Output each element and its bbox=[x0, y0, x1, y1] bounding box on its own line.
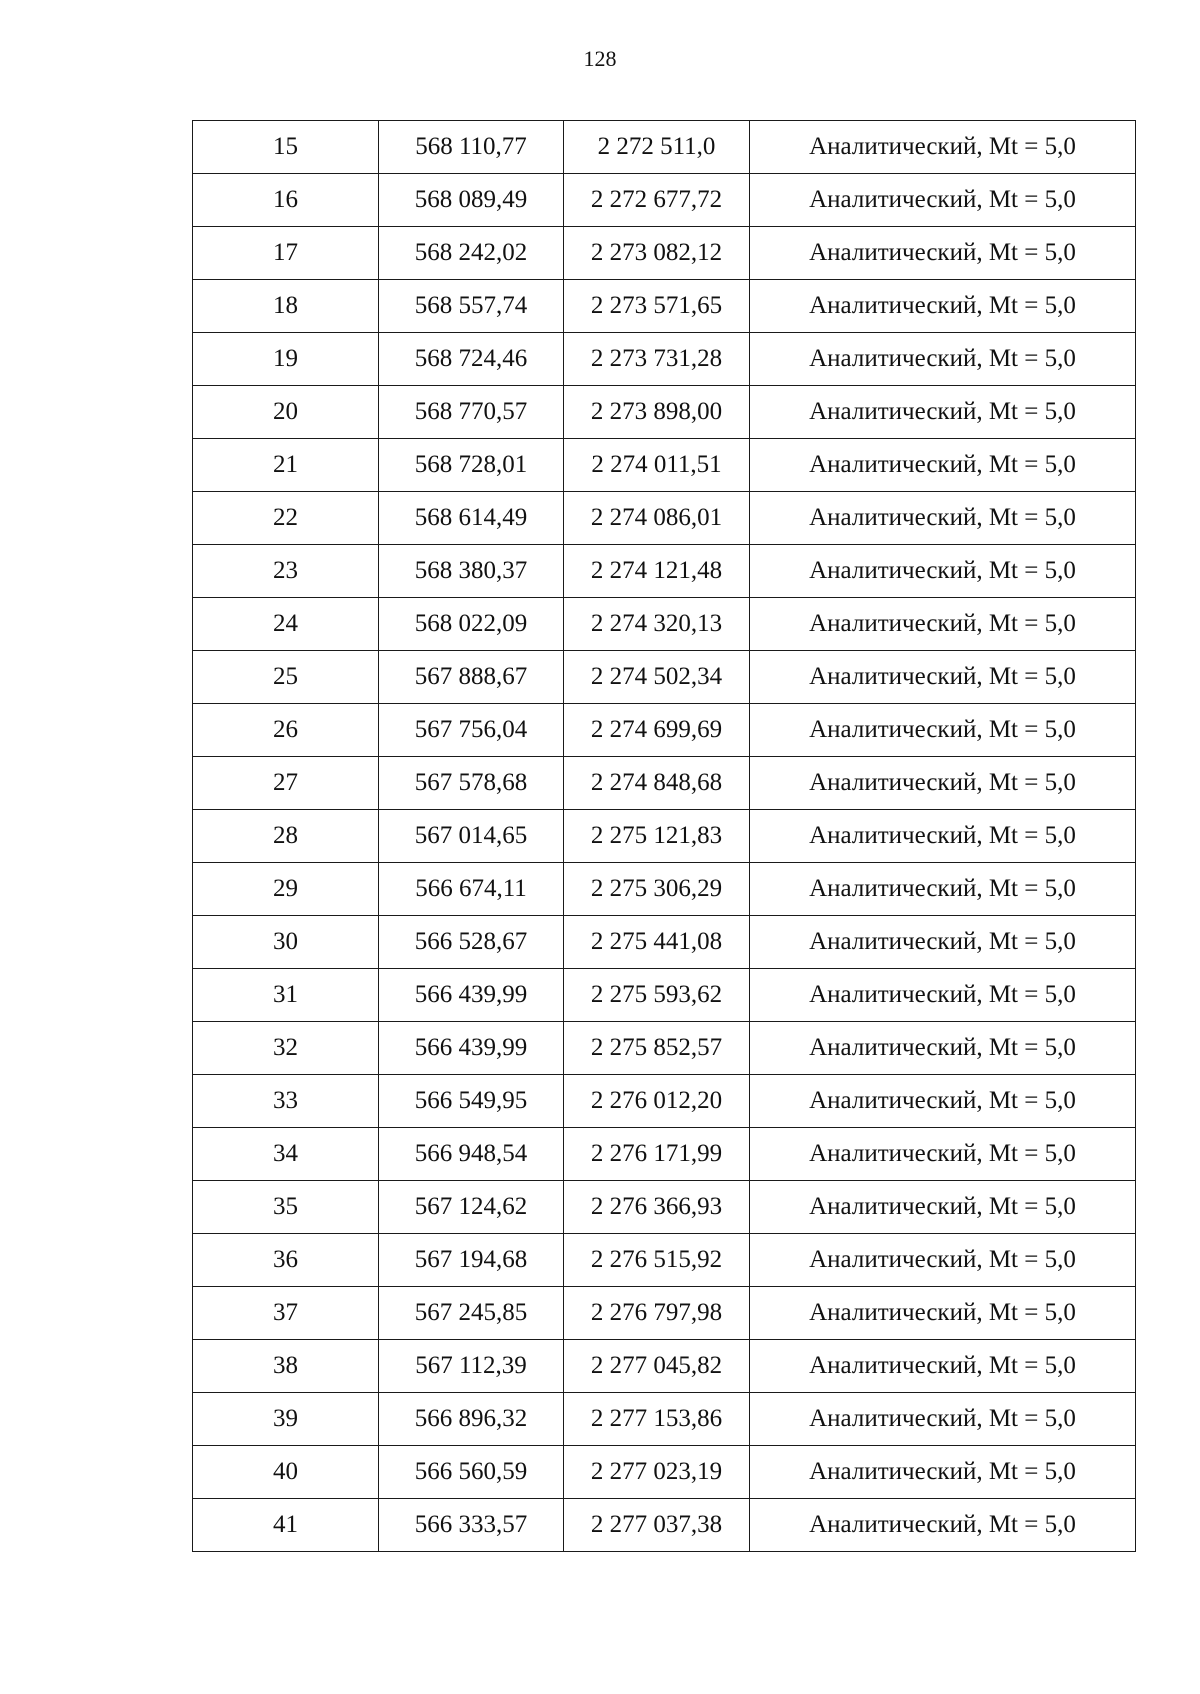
x-coordinate-cell: 567 245,85 bbox=[379, 1287, 564, 1340]
method-cell: Аналитический, Mt = 5,0 bbox=[750, 280, 1136, 333]
y-coordinate-cell: 2 274 502,34 bbox=[564, 651, 750, 704]
point-number-cell: 36 bbox=[193, 1234, 379, 1287]
y-coordinate-cell: 2 276 171,99 bbox=[564, 1128, 750, 1181]
table-row bbox=[193, 757, 1136, 810]
x-coordinate-cell: 566 528,67 bbox=[379, 916, 564, 969]
point-number-cell: 39 bbox=[193, 1393, 379, 1446]
point-number-cell: 31 bbox=[193, 969, 379, 1022]
point-number-cell: 15 bbox=[193, 121, 379, 174]
method-cell: Аналитический, Mt = 5,0 bbox=[750, 1128, 1136, 1181]
table-row bbox=[193, 545, 1136, 598]
x-coordinate-cell: 568 089,49 bbox=[379, 174, 564, 227]
y-coordinate-cell: 2 274 699,69 bbox=[564, 704, 750, 757]
x-coordinate-cell: 568 770,57 bbox=[379, 386, 564, 439]
table-row bbox=[193, 651, 1136, 704]
table-row bbox=[193, 227, 1136, 280]
y-coordinate-cell: 2 274 086,01 bbox=[564, 492, 750, 545]
x-coordinate-cell: 566 439,99 bbox=[379, 969, 564, 1022]
y-coordinate-cell: 2 276 366,93 bbox=[564, 1181, 750, 1234]
method-cell: Аналитический, Mt = 5,0 bbox=[750, 1393, 1136, 1446]
x-coordinate-cell: 566 549,95 bbox=[379, 1075, 564, 1128]
table-row bbox=[193, 1181, 1136, 1234]
y-coordinate-cell: 2 276 515,92 bbox=[564, 1234, 750, 1287]
point-number-cell: 30 bbox=[193, 916, 379, 969]
table-row bbox=[193, 1499, 1136, 1552]
method-cell: Аналитический, Mt = 5,0 bbox=[750, 1446, 1136, 1499]
method-cell: Аналитический, Mt = 5,0 bbox=[750, 810, 1136, 863]
point-number-cell: 23 bbox=[193, 545, 379, 598]
y-coordinate-cell: 2 275 306,29 bbox=[564, 863, 750, 916]
y-coordinate-cell: 2 276 797,98 bbox=[564, 1287, 750, 1340]
method-cell: Аналитический, Mt = 5,0 bbox=[750, 1340, 1136, 1393]
table-row bbox=[193, 1340, 1136, 1393]
y-coordinate-cell: 2 275 441,08 bbox=[564, 916, 750, 969]
method-cell: Аналитический, Mt = 5,0 bbox=[750, 1075, 1136, 1128]
y-coordinate-cell: 2 274 848,68 bbox=[564, 757, 750, 810]
point-number-cell: 19 bbox=[193, 333, 379, 386]
x-coordinate-cell: 567 888,67 bbox=[379, 651, 564, 704]
point-number-cell: 32 bbox=[193, 1022, 379, 1075]
x-coordinate-cell: 567 124,62 bbox=[379, 1181, 564, 1234]
x-coordinate-cell: 566 674,11 bbox=[379, 863, 564, 916]
table-row bbox=[193, 1075, 1136, 1128]
x-coordinate-cell: 567 112,39 bbox=[379, 1340, 564, 1393]
y-coordinate-cell: 2 274 011,51 bbox=[564, 439, 750, 492]
method-cell: Аналитический, Mt = 5,0 bbox=[750, 227, 1136, 280]
x-coordinate-cell: 568 110,77 bbox=[379, 121, 564, 174]
x-coordinate-cell: 568 728,01 bbox=[379, 439, 564, 492]
point-number-cell: 37 bbox=[193, 1287, 379, 1340]
y-coordinate-cell: 2 273 898,00 bbox=[564, 386, 750, 439]
x-coordinate-cell: 566 948,54 bbox=[379, 1128, 564, 1181]
x-coordinate-cell: 568 242,02 bbox=[379, 227, 564, 280]
y-coordinate-cell: 2 272 677,72 bbox=[564, 174, 750, 227]
x-coordinate-cell: 567 756,04 bbox=[379, 704, 564, 757]
table-row bbox=[193, 863, 1136, 916]
table-row bbox=[193, 1287, 1136, 1340]
method-cell: Аналитический, Mt = 5,0 bbox=[750, 545, 1136, 598]
point-number-cell: 18 bbox=[193, 280, 379, 333]
method-cell: Аналитический, Mt = 5,0 bbox=[750, 704, 1136, 757]
x-coordinate-cell: 568 614,49 bbox=[379, 492, 564, 545]
y-coordinate-cell: 2 275 852,57 bbox=[564, 1022, 750, 1075]
y-coordinate-cell: 2 276 012,20 bbox=[564, 1075, 750, 1128]
y-coordinate-cell: 2 277 045,82 bbox=[564, 1340, 750, 1393]
point-number-cell: 26 bbox=[193, 704, 379, 757]
point-number-cell: 22 bbox=[193, 492, 379, 545]
point-number-cell: 29 bbox=[193, 863, 379, 916]
y-coordinate-cell: 2 275 593,62 bbox=[564, 969, 750, 1022]
point-number-cell: 25 bbox=[193, 651, 379, 704]
method-cell: Аналитический, Mt = 5,0 bbox=[750, 121, 1136, 174]
page-number: 128 bbox=[583, 46, 617, 71]
coordinates-table-body bbox=[193, 121, 1136, 1552]
method-cell: Аналитический, Mt = 5,0 bbox=[750, 1234, 1136, 1287]
x-coordinate-cell: 566 439,99 bbox=[379, 1022, 564, 1075]
table-row bbox=[193, 916, 1136, 969]
y-coordinate-cell: 2 273 571,65 bbox=[564, 280, 750, 333]
method-cell: Аналитический, Mt = 5,0 bbox=[750, 1181, 1136, 1234]
method-cell: Аналитический, Mt = 5,0 bbox=[750, 333, 1136, 386]
table-row bbox=[193, 1234, 1136, 1287]
point-number-cell: 41 bbox=[193, 1499, 379, 1552]
table-row bbox=[193, 598, 1136, 651]
point-number-cell: 35 bbox=[193, 1181, 379, 1234]
x-coordinate-cell: 566 896,32 bbox=[379, 1393, 564, 1446]
point-number-cell: 27 bbox=[193, 757, 379, 810]
table-row bbox=[193, 492, 1136, 545]
x-coordinate-cell: 568 724,46 bbox=[379, 333, 564, 386]
y-coordinate-cell: 2 274 320,13 bbox=[564, 598, 750, 651]
table-row bbox=[193, 333, 1136, 386]
y-coordinate-cell: 2 274 121,48 bbox=[564, 545, 750, 598]
x-coordinate-cell: 567 014,65 bbox=[379, 810, 564, 863]
y-coordinate-cell: 2 277 037,38 bbox=[564, 1499, 750, 1552]
x-coordinate-cell: 566 333,57 bbox=[379, 1499, 564, 1552]
point-number-cell: 34 bbox=[193, 1128, 379, 1181]
point-number-cell: 38 bbox=[193, 1340, 379, 1393]
y-coordinate-cell: 2 273 082,12 bbox=[564, 227, 750, 280]
table-row bbox=[193, 1022, 1136, 1075]
x-coordinate-cell: 568 022,09 bbox=[379, 598, 564, 651]
y-coordinate-cell: 2 275 121,83 bbox=[564, 810, 750, 863]
y-coordinate-cell: 2 277 153,86 bbox=[564, 1393, 750, 1446]
point-number-cell: 28 bbox=[193, 810, 379, 863]
table-row bbox=[193, 280, 1136, 333]
table-row bbox=[193, 174, 1136, 227]
method-cell: Аналитический, Mt = 5,0 bbox=[750, 386, 1136, 439]
method-cell: Аналитический, Mt = 5,0 bbox=[750, 863, 1136, 916]
table-row bbox=[193, 1128, 1136, 1181]
point-number-cell: 16 bbox=[193, 174, 379, 227]
table-row bbox=[193, 969, 1136, 1022]
point-number-cell: 40 bbox=[193, 1446, 379, 1499]
y-coordinate-cell: 2 277 023,19 bbox=[564, 1446, 750, 1499]
point-number-cell: 20 bbox=[193, 386, 379, 439]
coordinates-table bbox=[192, 120, 1136, 1552]
point-number-cell: 21 bbox=[193, 439, 379, 492]
table-row bbox=[193, 121, 1136, 174]
method-cell: Аналитический, Mt = 5,0 bbox=[750, 969, 1136, 1022]
table-row bbox=[193, 386, 1136, 439]
point-number-cell: 33 bbox=[193, 1075, 379, 1128]
x-coordinate-cell: 568 380,37 bbox=[379, 545, 564, 598]
method-cell: Аналитический, Mt = 5,0 bbox=[750, 1022, 1136, 1075]
y-coordinate-cell: 2 272 511,0 bbox=[564, 121, 750, 174]
method-cell: Аналитический, Mt = 5,0 bbox=[750, 757, 1136, 810]
method-cell: Аналитический, Mt = 5,0 bbox=[750, 1499, 1136, 1552]
point-number-cell: 17 bbox=[193, 227, 379, 280]
method-cell: Аналитический, Mt = 5,0 bbox=[750, 174, 1136, 227]
table-row bbox=[193, 1393, 1136, 1446]
method-cell: Аналитический, Mt = 5,0 bbox=[750, 1287, 1136, 1340]
table-row bbox=[193, 439, 1136, 492]
table-row bbox=[193, 1446, 1136, 1499]
table-row bbox=[193, 810, 1136, 863]
table-row bbox=[193, 704, 1136, 757]
x-coordinate-cell: 568 557,74 bbox=[379, 280, 564, 333]
point-number-cell: 24 bbox=[193, 598, 379, 651]
method-cell: Аналитический, Mt = 5,0 bbox=[750, 492, 1136, 545]
method-cell: Аналитический, Mt = 5,0 bbox=[750, 916, 1136, 969]
x-coordinate-cell: 567 194,68 bbox=[379, 1234, 564, 1287]
x-coordinate-cell: 566 560,59 bbox=[379, 1446, 564, 1499]
x-coordinate-cell: 567 578,68 bbox=[379, 757, 564, 810]
method-cell: Аналитический, Mt = 5,0 bbox=[750, 439, 1136, 492]
y-coordinate-cell: 2 273 731,28 bbox=[564, 333, 750, 386]
method-cell: Аналитический, Mt = 5,0 bbox=[750, 651, 1136, 704]
method-cell: Аналитический, Mt = 5,0 bbox=[750, 598, 1136, 651]
